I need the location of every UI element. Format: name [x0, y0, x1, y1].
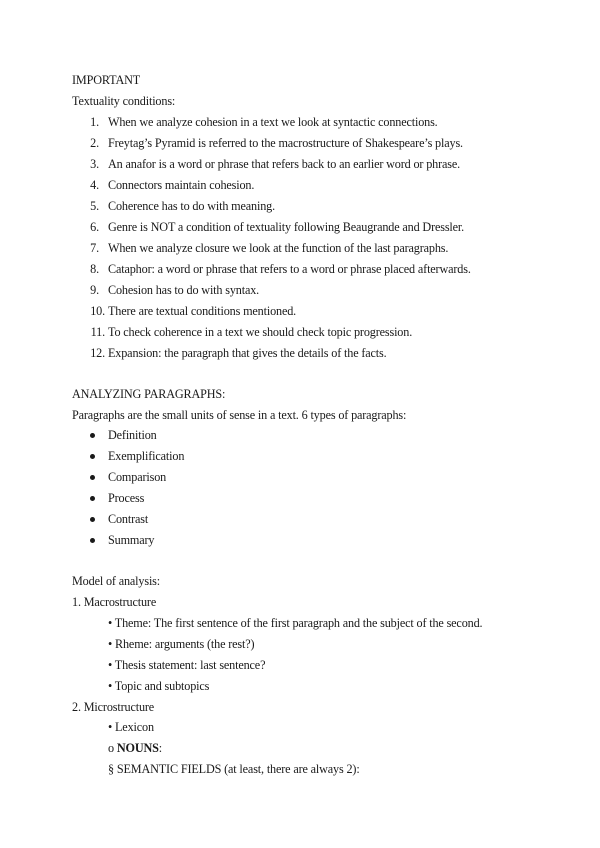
section-heading-analyzing-paragraphs: ANALYZING PARAGRAPHS: — [72, 387, 226, 401]
list-item: Definition — [108, 428, 157, 442]
list-number: 9. — [90, 283, 99, 297]
semantic-fields-item: § SEMANTIC FIELDS (at least, there are always 2): — [108, 762, 360, 776]
list-item: Cohesion has to do with syntax. — [108, 283, 260, 297]
list-number: 6. — [90, 220, 99, 234]
list-number: 7. — [90, 241, 99, 255]
paragraphs-intro: Paragraphs are the small units of sense in a text. 6 types of paragraphs: — [72, 408, 407, 422]
list-item: Exemplification — [108, 449, 185, 463]
list-number: 5. — [90, 199, 99, 213]
list-item: There are textual conditions mentioned. — [108, 304, 297, 318]
list-item: Process — [108, 491, 145, 505]
list-number: 2. — [90, 136, 99, 150]
textuality-conditions-heading: Textuality conditions: — [72, 94, 176, 108]
list-item: • Theme: The first sentence of the first paragraph and the subject of the second. — [108, 616, 483, 630]
nouns-prefix: o — [108, 741, 117, 755]
microstructure-label: 2. Microstructure — [72, 700, 155, 714]
bullet-icon — [90, 496, 95, 501]
list-item: Comparison — [108, 470, 167, 484]
list-item: Contrast — [108, 512, 149, 526]
list-number: 11. — [90, 325, 105, 339]
bullet-icon — [90, 475, 95, 480]
list-number: 1. — [90, 115, 99, 129]
nouns-label: NOUNS — [116, 741, 159, 755]
section-heading-model-of-analysis: Model of analysis: — [72, 574, 161, 588]
nouns-item — [108, 741, 162, 755]
list-item: Cataphor: a word or phrase that refers to a word or phrase placed afterwards. — [108, 262, 471, 276]
list-number: 8. — [90, 262, 99, 276]
list-number: 4. — [90, 178, 99, 192]
lexicon-item: • Lexicon — [108, 720, 154, 734]
macrostructure-label: 1. Macrostructure — [72, 595, 157, 609]
list-item: Genre is NOT a condition of textuality following Beaugrande and Dressler. — [108, 220, 465, 234]
nouns-suffix: : — [158, 741, 163, 755]
list-item: Coherence has to do with meaning. — [108, 199, 275, 213]
list-item: • Topic and subtopics — [108, 679, 210, 693]
bullet-icon — [90, 433, 95, 438]
list-number: 3. — [90, 157, 99, 171]
list-number: 10. — [90, 304, 105, 318]
list-item: An anafor is a word or phrase that refers back to an earlier word or phrase. — [108, 157, 461, 171]
list-item: Freytag’s Pyramid is referred to the macrostructure of Shakespeare’s plays. — [108, 136, 463, 150]
bullet-icon — [90, 454, 95, 459]
list-item: Connectors maintain cohesion. — [108, 178, 255, 192]
list-item: Summary — [108, 533, 155, 547]
list-item: When we analyze cohesion in a text we look at syntactic connections. — [108, 115, 438, 129]
bullet-icon — [90, 517, 95, 522]
list-item: To check coherence in a text we should check topic progression. — [108, 325, 413, 339]
list-item: • Thesis statement: last sentence? — [108, 658, 266, 672]
list-number: 12. — [90, 346, 105, 360]
list-item: Expansion: the paragraph that gives the details of the facts. — [108, 346, 387, 360]
bullet-icon — [90, 538, 95, 543]
section-heading-important: IMPORTANT — [72, 73, 141, 87]
list-item: • Rheme: arguments (the rest?) — [108, 637, 255, 651]
list-item: When we analyze closure we look at the function of the last paragraphs. — [108, 241, 449, 255]
